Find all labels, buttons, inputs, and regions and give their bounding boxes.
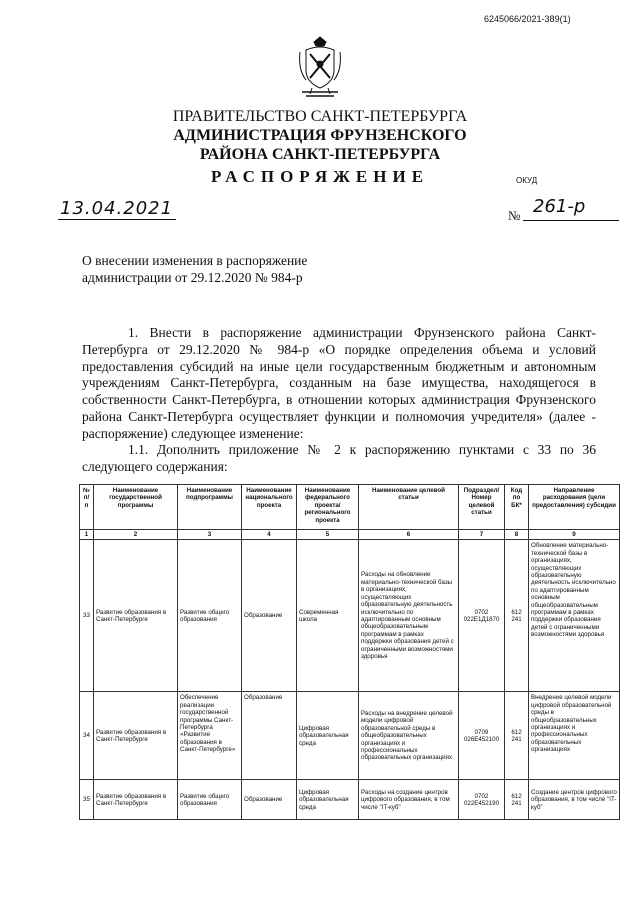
document-subject [82,252,307,286]
table-row [80,692,620,780]
article-code-cell: 0702 022Е452190 [459,780,505,820]
national-project-cell: Образование [242,780,297,820]
federal-project-cell: Современная школа [297,540,359,692]
table-row [80,540,620,692]
bk-code-cell: 612 241 [505,780,529,820]
index-cell: 9 [529,530,620,540]
date-underline [58,219,176,220]
header-cell: Направление расходования (цели предоставления) субсидии [529,485,620,530]
article-cell: Расходы на обновление материально-технической базы в организациях, осуществляющих образовательную деятельность исключительно по адаптированным основным общеобразовательным программам в рамках поддержки образования детей с ограниченными возможностями здоровья [359,540,459,692]
program-cell: Развитие образования в Санкт-Петербурге [94,692,178,780]
article-cell: Расходы на создание центров цифрового образования, в том числе "IT-куб" [359,780,459,820]
document-date: 13.04.2021 [60,198,174,219]
index-cell: 5 [297,530,359,540]
federal-project-cell: Цифровая образовательная среда [297,692,359,780]
header-cell: № п/п [80,485,94,530]
table-header-row [80,485,620,530]
purpose-cell: Внедрение целевой модели цифровой образовательной среды в общеобразовательных организациях и профессиональных образовательных организациях [529,692,620,780]
header-cell: Наименование целевой статьи [359,485,459,530]
subprogram-cell: Развитие общего образования [178,780,242,820]
index-cell: 3 [178,530,242,540]
national-project-cell: Образование [242,692,297,780]
okud-label: ОКУД [516,176,538,185]
header-cell: Наименование федерального проекта/ регионального проекта [297,485,359,530]
paragraph-1-1: 1.1. Дополнить приложение № 2 к распоряжению пунктами с 33 по 36 следующего содержания: [82,442,596,474]
document-type-title: РАСПОРЯЖЕНИЕ [210,167,430,186]
table-index-row [80,530,620,540]
index-cell: 2 [94,530,178,540]
coat-of-arms-icon [296,36,344,102]
subject-line-2: администрации от 29.12.2020 № 984-р [82,270,303,285]
index-cell: 1 [80,530,94,540]
bk-code-cell: 612 241 [505,540,529,692]
program-cell: Развитие образования в Санкт-Петербурге [94,780,178,820]
row-number: 34 [80,692,94,780]
program-cell: Развитие образования в Санкт-Петербурге [94,540,178,692]
administration-title-line1: АДМИНИСТРАЦИЯ ФРУНЗЕНСКОГО [173,127,467,144]
document-registration-id: 6245066/2021-389(1) [484,14,571,24]
row-number: 33 [80,540,94,692]
national-project-cell: Образование [242,540,297,692]
paragraph-1: 1. Внести в распоряжение администрации Фрунзенского района Санкт-Петербурга от 29.12.2020 № 984-р «О порядке определения объема и условий предоставления субсидий на иные цели государственным бюджетным и автономным учреждениям Санкт-Петербурга, созданным на базе имущества, находящегося в собственности Санкт-Петербурга, в отношении которых администрация Фрунзенского района Санкт-Петербурга осуществляет функции и полномочия учредителя» (далее - распоряжение) следующее изменение: [82,325,596,441]
header-cell: Наименование подпрограммы [178,485,242,530]
subsidy-table [79,484,620,820]
purpose-cell: Обновление материально-технической базы в организациях, осуществляющих образовательную деятельность исключительно по адаптированным основным общеобразовательным программам в рамках поддержки образования детей с ограниченными возможностями здоровья [529,540,620,692]
index-cell: 7 [459,530,505,540]
purpose-cell: Создание центров цифрового образования, в том числе "IT-куб" [529,780,620,820]
article-code-cell: 0709 026Е452100 [459,692,505,780]
row-number: 35 [80,780,94,820]
article-code-cell: 0702 022Е1Д1870 [459,540,505,692]
article-cell: Расходы на внедрение целевой модели цифровой образовательной среды в общеобразовательных организациях и профессиональных образовательных организациях [359,692,459,780]
header-cell: Наименование государственной программы [94,485,178,530]
federal-project-cell: Цифровая образовательная среда [297,780,359,820]
header-cell: Код по БК* [505,485,529,530]
government-title: ПРАВИТЕЛЬСТВО САНКТ-ПЕТЕРБУРГА [172,108,468,125]
bk-code-cell: 612 241 [505,692,529,780]
administration-title-line2: РАЙОНА САНКТ-ПЕТЕРБУРГА [199,146,441,163]
index-cell: 6 [359,530,459,540]
number-sign: № [508,208,521,223]
subject-line-1: О внесении изменения в распоряжение [82,253,308,268]
index-cell: 8 [505,530,529,540]
subprogram-cell: Обеспечение реализации государственной программы Санкт-Петербурга «Развитие образования в Санкт-Петербурге» [178,692,242,780]
table-row [80,780,620,820]
header-cell: Подраздел/ Номер целевой статьи [459,485,505,530]
index-cell: 4 [242,530,297,540]
number-underline [523,220,619,221]
subprogram-cell: Развитие общего образования [178,540,242,692]
document-number: 261-р [533,196,586,217]
header-cell: Наименование национального проекта [242,485,297,530]
